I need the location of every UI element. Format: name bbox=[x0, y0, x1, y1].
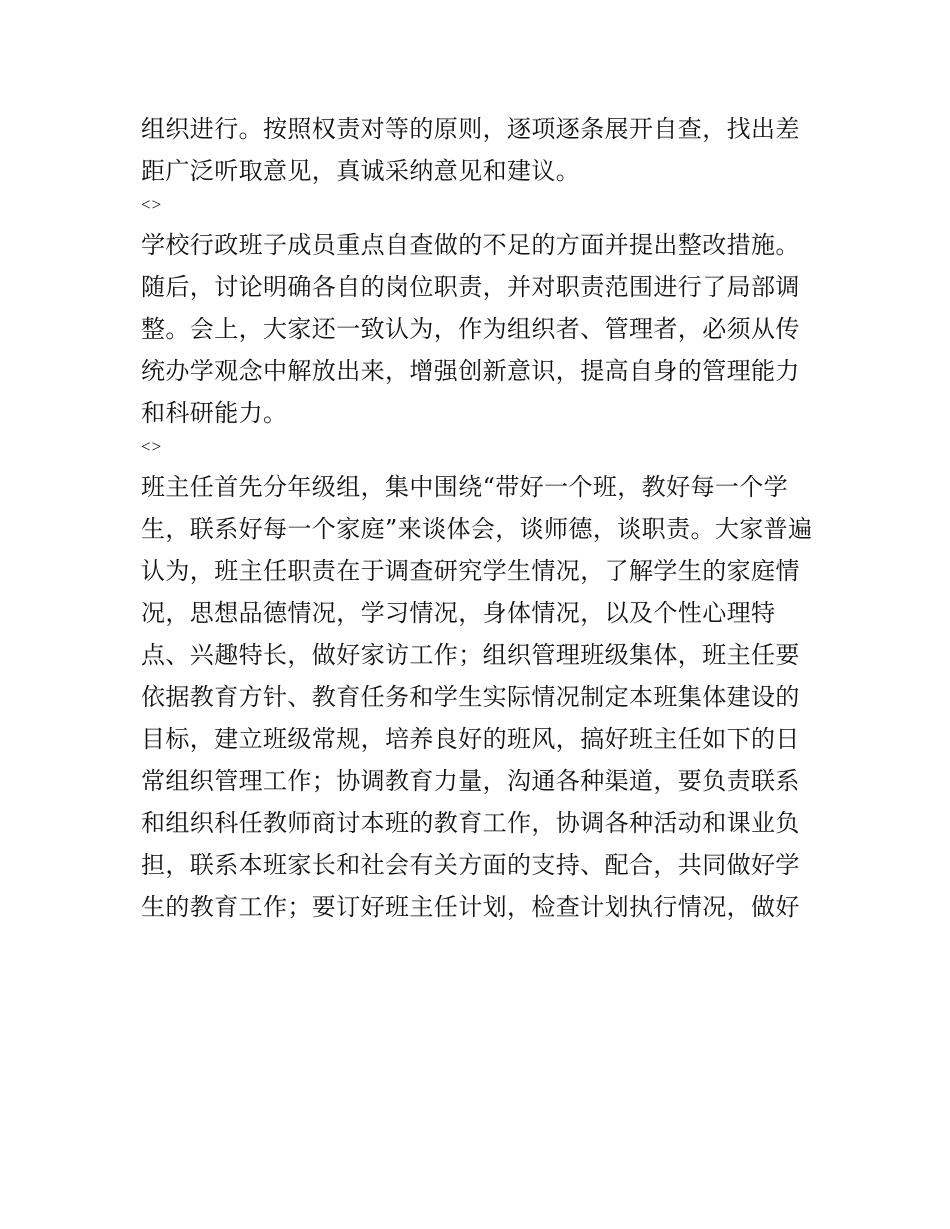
document-body bbox=[141, 108, 821, 928]
section-marker: <> bbox=[141, 195, 163, 214]
paragraph-class-teachers: 班主任首先分年级组，集中围绕“带好一个班，教好每一个学生，联系好每一个家庭”来谈体会，谈师德，谈职责。大家普遍认为，班主任职责在于调查研究学生情况，了解学生的家庭情况，思想品德情况，学习情况，身体情况，以及个性心理特点、兴趣特长，做好家访工作；组织管理班级集体，班主任要依据教育方针、教育任务和学生实际情况制定本班集体建设的目标，建立班级常规，培养良好的班风，搞好班主任如下的日常组织管理工作；协调教育力量，沟通各种渠道，要负责联系和组织科任教师商讨本班的教育工作，协调各种活动和课业负担，联系本班家长和社会有关方面的支持、配合，共同做好学生的教育工作；要订好班主任计划，检查计划执行情况，做好 bbox=[141, 473, 813, 921]
paragraph-admin-team: 学校行政班子成员重点自查做的不足的方面并提出整改措施。随后，讨论明确各自的岗位职责，并对职责范围进行了局部调整。会上，大家还一致认为，作为组织者、管理者，必须从传统办学观念中解放出来，增强创新意识，提高自身的管理能力和科研能力。 bbox=[141, 231, 800, 427]
section-marker: <> bbox=[141, 437, 163, 456]
paragraph-self-inspection: 组织进行。按照权责对等的原则，逐项逐条展开自查，找出差距广泛听取意见，真诚采纳意见和建议。 bbox=[141, 115, 800, 185]
